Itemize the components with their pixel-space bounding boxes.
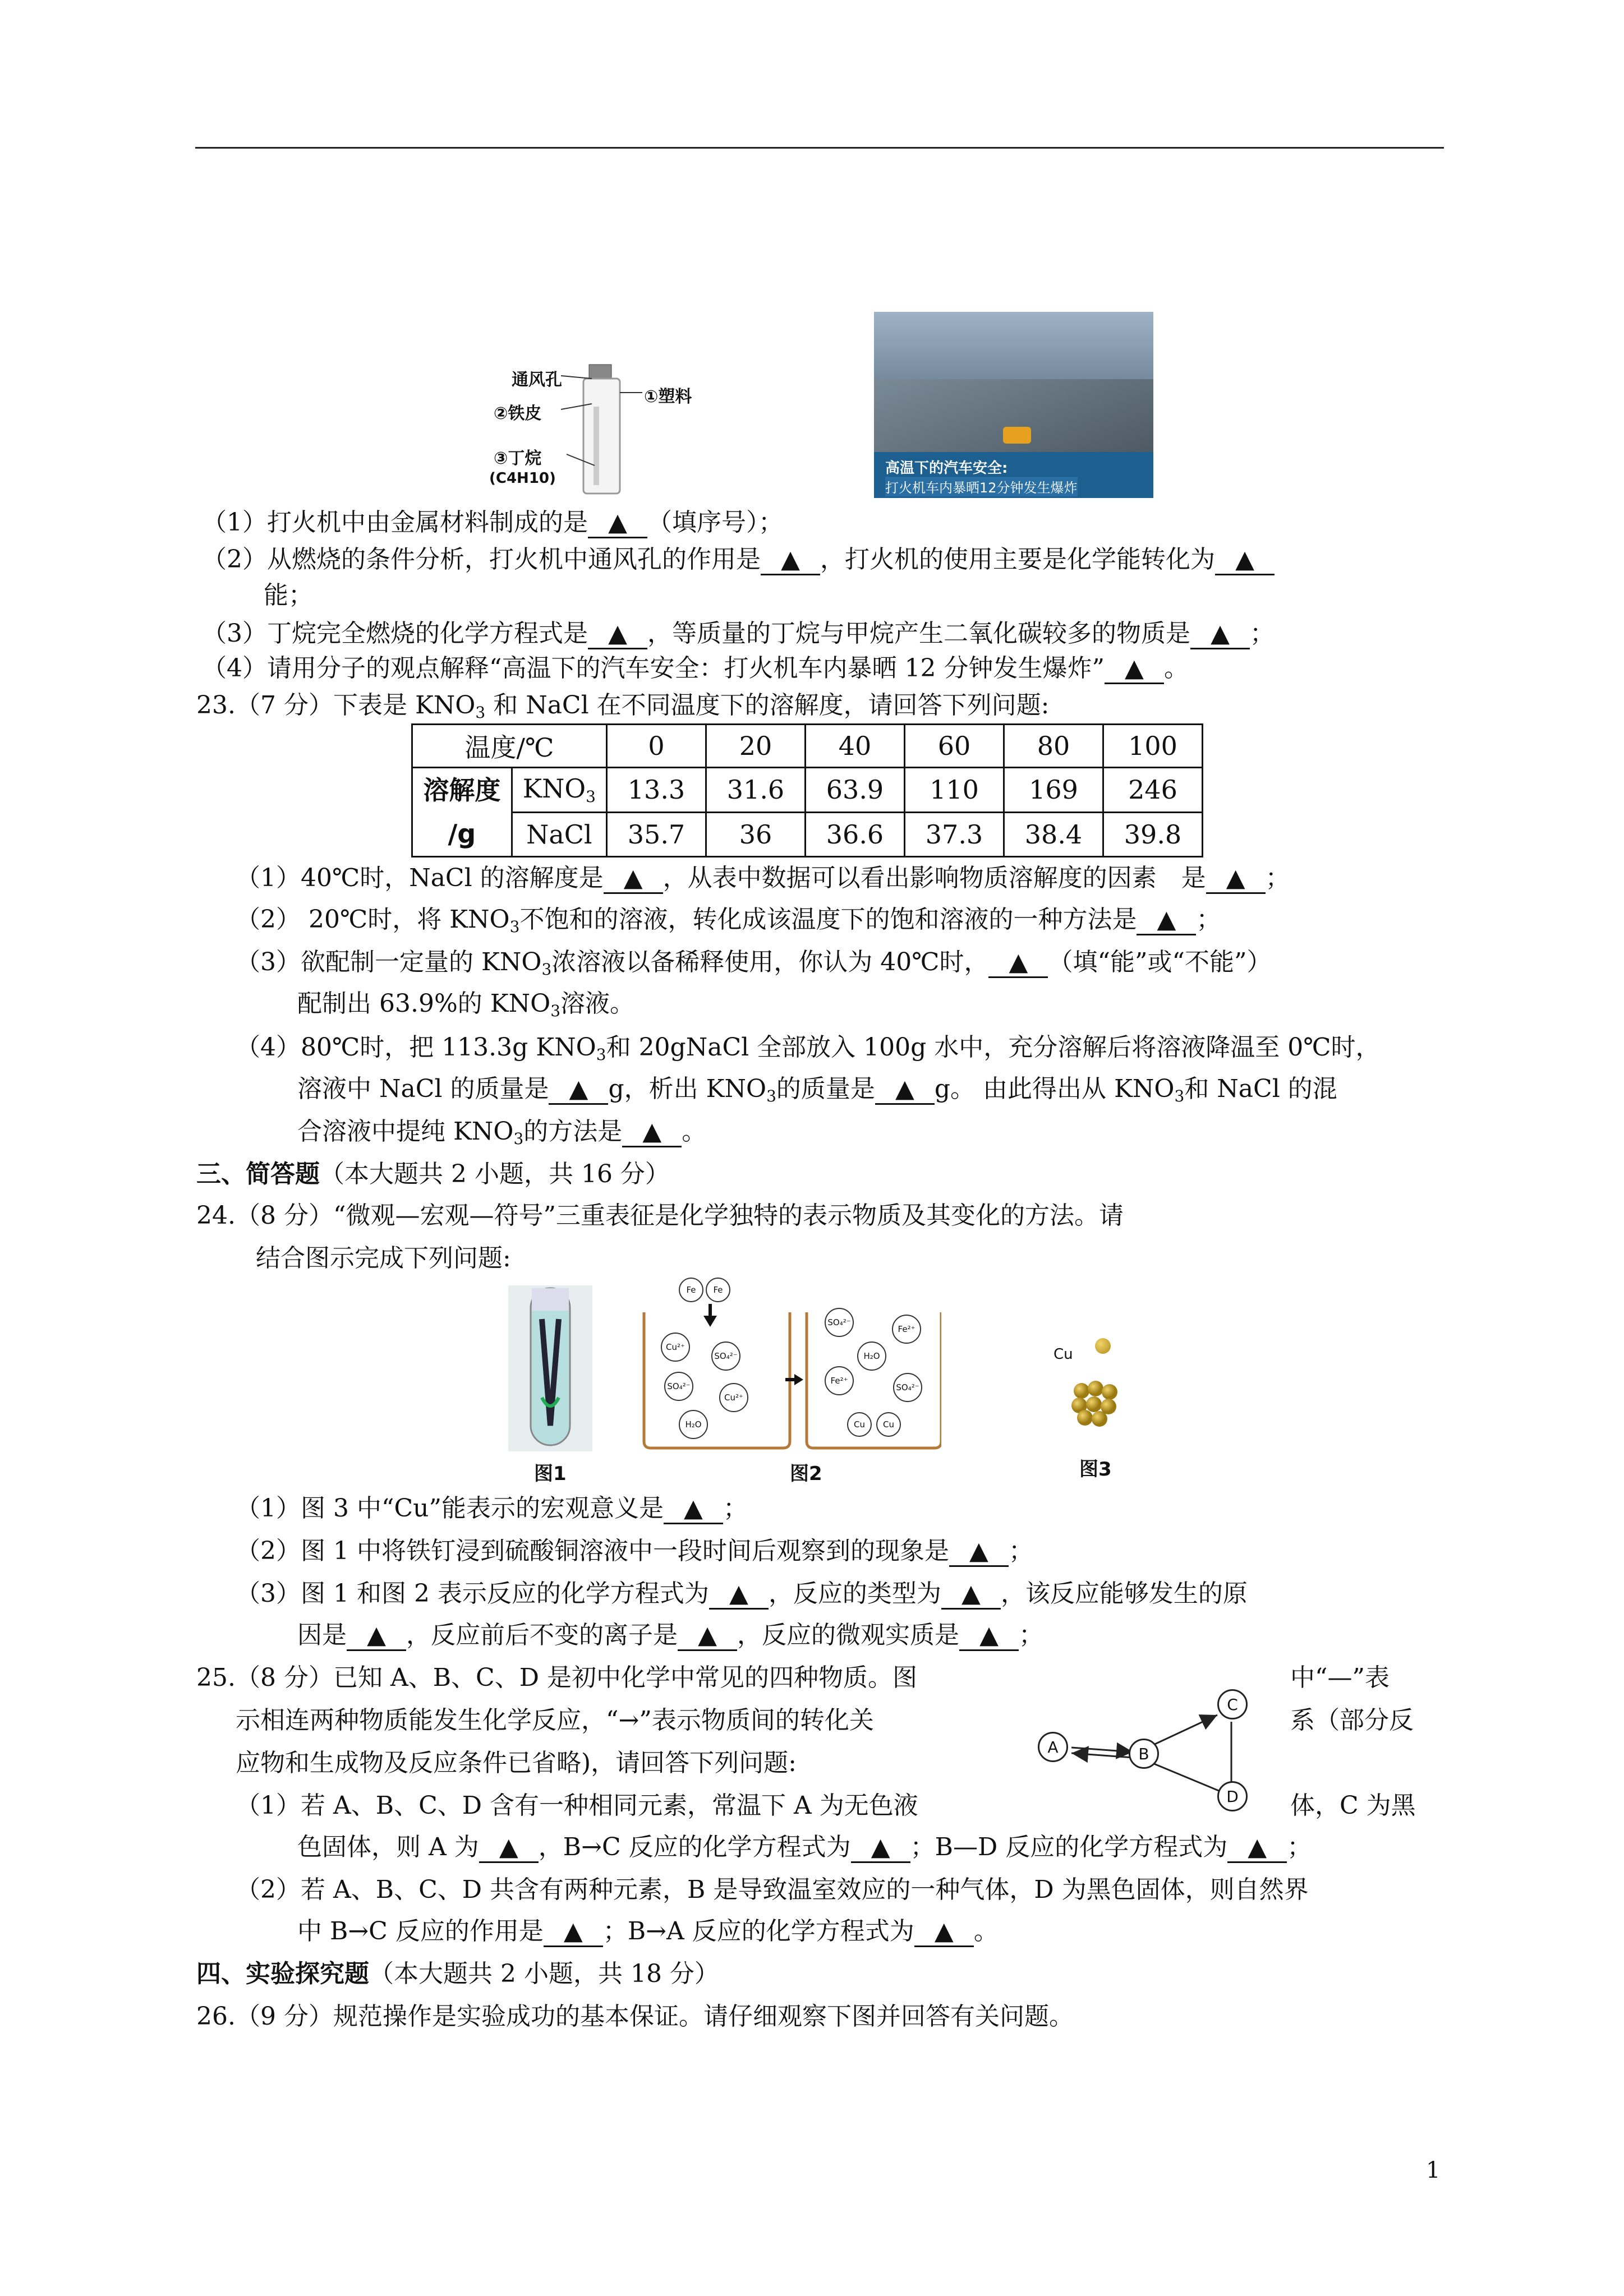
- car-caption-2: 打火机车内暴晒12分钟发生爆炸: [885, 477, 1078, 496]
- table-cell: 246: [1103, 768, 1203, 813]
- ion-cu: Cu: [876, 1412, 901, 1437]
- q23-part4: （4）80℃时，把 113.3g $KNO_3$和 20gNaCl 全部放入 100g 水中，充分溶解后将溶液降温至 0℃时，: [236, 1033, 1381, 1064]
- section4-title: 四、实验探究题: [196, 1960, 369, 1988]
- q23-part4-cont: 溶液中 NaCl 的质量是 ▲ g，析出 $KNO_3$的质量是 ▲ g。 由此得出从 $KNO_3$和 NaCl 的混: [297, 1075, 1337, 1105]
- q24-intro2: 结合图示完成下列问题:: [256, 1244, 511, 1273]
- answer-blank[interactable]: ▲: [588, 509, 647, 538]
- q24-part1: （1）图 3 中“Cu”能表示的宏观意义是 ▲ ；: [236, 1492, 748, 1525]
- answer-blank[interactable]: ▲: [709, 1580, 769, 1610]
- q25-line2a: 示相连两种物质能发生化学反应，“→”表示物质间的转化关: [236, 1706, 874, 1735]
- q22-part3: （3）丁烷完全燃烧的化学方程式是 ▲ ，等质量的丁烷与甲烷产生二氧化碳较多的物质是 ▲ ；: [202, 617, 1275, 651]
- q25-part1b: 体，C 为黑: [1290, 1791, 1416, 1820]
- table-cell: 63.9: [806, 768, 905, 813]
- q25-line1a: 25.（8 分）已知 A、B、C、D 是初中化学中常见的四种物质。图: [196, 1663, 917, 1692]
- answer-blank[interactable]: ▲: [549, 1075, 608, 1105]
- answer-blank[interactable]: ▲: [1206, 864, 1266, 894]
- table-cell: 110: [905, 768, 1004, 813]
- header-rule: [195, 147, 1444, 149]
- test-tube-figure: [508, 1285, 592, 1451]
- ion-h2o: H₂O: [679, 1410, 708, 1439]
- ion-so4: SO₄²⁻: [825, 1308, 854, 1337]
- table-cell: 37.3: [905, 812, 1004, 857]
- solubility-label: 溶解度 /g: [412, 768, 512, 857]
- answer-blank[interactable]: ▲: [941, 1580, 1001, 1610]
- ion-so4: SO₄²⁻: [664, 1372, 693, 1401]
- table-cell: 39.8: [1103, 812, 1203, 857]
- table-cell: 31.6: [706, 768, 806, 813]
- cu-lattice-icon: [1070, 1380, 1121, 1428]
- table-cell: 169: [1004, 768, 1103, 813]
- table-cell: 13.3: [607, 768, 706, 813]
- q23-part1: （1）40℃时，NaCl 的溶解度是 ▲ ，从表中数据可以看出影响物质溶解度的因素 是 ▲ ；: [236, 861, 1290, 895]
- q24-part2: （2）图 1 中将铁钉浸到硫酸铜溶液中一段时间后观察到的现象是 ▲ ；: [236, 1534, 1033, 1568]
- ion-so4: SO₄²⁻: [711, 1341, 740, 1371]
- answer-blank[interactable]: ▲: [988, 948, 1048, 978]
- kno3-label: $KNO_3$: [512, 768, 606, 813]
- q26-text: 26.（9 分）规范操作是实验成功的基本保证。请仔细观察下图并回答有关问题。: [196, 2002, 1074, 2031]
- lighter-label-butane: ③丁烷: [494, 449, 542, 468]
- temp-cell: 20: [706, 725, 806, 768]
- answer-blank[interactable]: ▲: [761, 546, 820, 575]
- answer-blank[interactable]: ▲: [1227, 1833, 1287, 1863]
- fig1-caption: 图1: [534, 1463, 567, 1485]
- node-c: C: [1217, 1689, 1248, 1719]
- ion-fe2: Fe²⁺: [825, 1366, 854, 1395]
- answer-blank[interactable]: ▲: [588, 620, 647, 649]
- table-cell: 35.7: [607, 812, 706, 857]
- answer-blank[interactable]: ▲: [1137, 906, 1196, 935]
- section3-note: （本大题共 2 小题，共 16 分）: [320, 1160, 670, 1188]
- q24-part3-cont: 因是 ▲ ，反应前后不变的离子是 ▲ ，反应的微观实质是 ▲ ；: [297, 1619, 1043, 1652]
- section4-heading: [196, 1957, 719, 1991]
- ion-fe2: Fe²⁺: [892, 1315, 921, 1344]
- answer-blank[interactable]: ▲: [479, 1833, 539, 1863]
- q25-line1b: 中“—”表: [1290, 1663, 1390, 1692]
- q25-part1a: （1）若 A、B、C、D 含有一种相同元素，常温下 A 为无色液: [236, 1791, 918, 1820]
- node-b: B: [1129, 1739, 1159, 1769]
- table-cell: 38.4: [1004, 812, 1103, 857]
- temp-cell: 80: [1004, 725, 1103, 768]
- q23-intro: 23.（7 分）下表是 $KNO_3$ 和 NaCl 在不同温度下的溶解度，请回答下列问题:: [196, 691, 1050, 722]
- q22-part2-cont: 能；: [264, 581, 313, 610]
- q25-part2: （2）若 A、B、C、D 共含有两种元素，B 是导致温室效应的一种气体，D 为黑色固体，则自然界: [236, 1875, 1309, 1904]
- q25-part1-cont: 色固体，则 A 为 ▲ ，B→C 反应的化学方程式为 ▲ ；B—D 反应的化学方程式为 ▲ ；: [297, 1831, 1312, 1864]
- section3-title: 三、简答题: [196, 1160, 320, 1188]
- ion-fe: Fe: [679, 1278, 703, 1302]
- fig3-caption: 图3: [1079, 1458, 1112, 1481]
- cu-lattice-drawing: [1070, 1380, 1121, 1428]
- answer-blank[interactable]: ▲: [851, 1833, 910, 1863]
- q25-part2-cont: 中 B→C 反应的作用是 ▲ ；B→A 反应的化学方程式为 ▲ 。: [297, 1915, 999, 1948]
- ion-cu: Cu: [847, 1412, 872, 1437]
- solubility-table: [411, 723, 1203, 857]
- answer-blank[interactable]: ▲: [875, 1075, 935, 1105]
- table-row: [412, 812, 1203, 857]
- node-a: A: [1038, 1732, 1068, 1762]
- answer-blank[interactable]: ▲: [622, 1118, 682, 1147]
- lighter-label-iron: ②铁皮: [494, 404, 542, 423]
- answer-blank[interactable]: ▲: [959, 1621, 1019, 1651]
- q23-part3: （3）欲配制一定量的 $KNO_3$浓溶液以备稀释使用，你认为 40℃时， ▲ （填“能”或“不能”）: [236, 948, 1272, 979]
- ion-cu2: Cu²⁺: [719, 1383, 748, 1412]
- answer-blank[interactable]: ▲: [678, 1621, 737, 1651]
- answer-blank[interactable]: ▲: [1105, 654, 1164, 684]
- temp-header: 温度/℃: [412, 725, 607, 768]
- car-caption-1: 高温下的汽车安全:: [885, 460, 1008, 477]
- answer-blank[interactable]: ▲: [544, 1917, 603, 1947]
- q23-part3-cont: 配制出 63.9%的 $KNO_3$溶液。: [297, 989, 635, 1020]
- q23-part4-cont2: 合溶液中提纯 $KNO_3$的方法是 ▲ 。: [297, 1117, 707, 1148]
- table-row: [412, 768, 1203, 813]
- answer-blank[interactable]: ▲: [914, 1917, 974, 1947]
- temp-cell: 100: [1103, 725, 1203, 768]
- test-tube-icon: [508, 1285, 592, 1451]
- q22-part4: （4）请用分子的观点解释“高温下的汽车安全：打火机车内暴晒 12 分钟发生爆炸” ▲ 。: [202, 652, 1189, 685]
- answer-blank[interactable]: ▲: [949, 1537, 1009, 1567]
- table-cell: 36.6: [806, 812, 905, 857]
- node-d: D: [1217, 1781, 1248, 1811]
- ion-fe: Fe: [706, 1278, 730, 1302]
- temp-cell: 40: [806, 725, 905, 768]
- car-photo: [874, 312, 1153, 498]
- q23-part2: （2） 20℃时，将 $KNO_3$不饱和的溶液，转化成该温度下的饱和溶液的一种方法是 ▲ ；: [236, 905, 1221, 936]
- ion-cu2: Cu²⁺: [661, 1333, 690, 1362]
- lighter-in-car: [1003, 427, 1031, 444]
- answer-blank[interactable]: ▲: [604, 864, 663, 894]
- q22-part1: （1）打火机中由金属材料制成的是 ▲ （填序号）；: [202, 506, 783, 540]
- page-number: 1: [1426, 2157, 1441, 2183]
- cu-label: Cu: [1053, 1346, 1073, 1363]
- q24-intro1: 24.（8 分）“微观—宏观—符号”三重表征是化学独特的表示物质及其变化的方法。请: [196, 1201, 1124, 1230]
- lighter-label-formula: (C4H10): [489, 470, 556, 487]
- q25-line3: 应物和生成物及反应条件已省略)，请回答下列问题:: [236, 1749, 797, 1777]
- table-cell: 36: [706, 812, 806, 857]
- q25-line2b: 系（部分反: [1290, 1706, 1414, 1735]
- nacl-label: NaCl: [512, 812, 606, 857]
- q24-part3: （3）图 1 和图 2 表示反应的化学方程式为 ▲ ，反应的类型为 ▲ ，该反应能够发生的原: [236, 1577, 1248, 1611]
- temp-cell: 0: [607, 725, 706, 768]
- q22-part2: （2）从燃烧的条件分析，打火机中通风孔的作用是 ▲ ，打火机的使用主要是化学能转化为 ▲: [202, 543, 1275, 577]
- answer-blank[interactable]: ▲: [664, 1495, 723, 1524]
- answer-blank[interactable]: ▲: [1190, 620, 1250, 649]
- answer-blank[interactable]: ▲: [1215, 546, 1275, 575]
- lighter-label-vent: 通风孔: [512, 370, 562, 390]
- cu-atom-icon: [1095, 1338, 1111, 1354]
- answer-blank[interactable]: ▲: [347, 1621, 406, 1651]
- fig2-caption: 图2: [790, 1463, 822, 1485]
- section3-heading: [196, 1158, 670, 1191]
- temp-cell: 60: [905, 725, 1004, 768]
- ion-so4: SO₄²⁻: [893, 1373, 922, 1402]
- ion-h2o: H₂O: [857, 1341, 886, 1371]
- section4-note: （本大题共 2 小题，共 18 分）: [369, 1960, 719, 1988]
- table-row: [412, 725, 1203, 768]
- lighter-label-plastic: ①塑料: [644, 387, 692, 407]
